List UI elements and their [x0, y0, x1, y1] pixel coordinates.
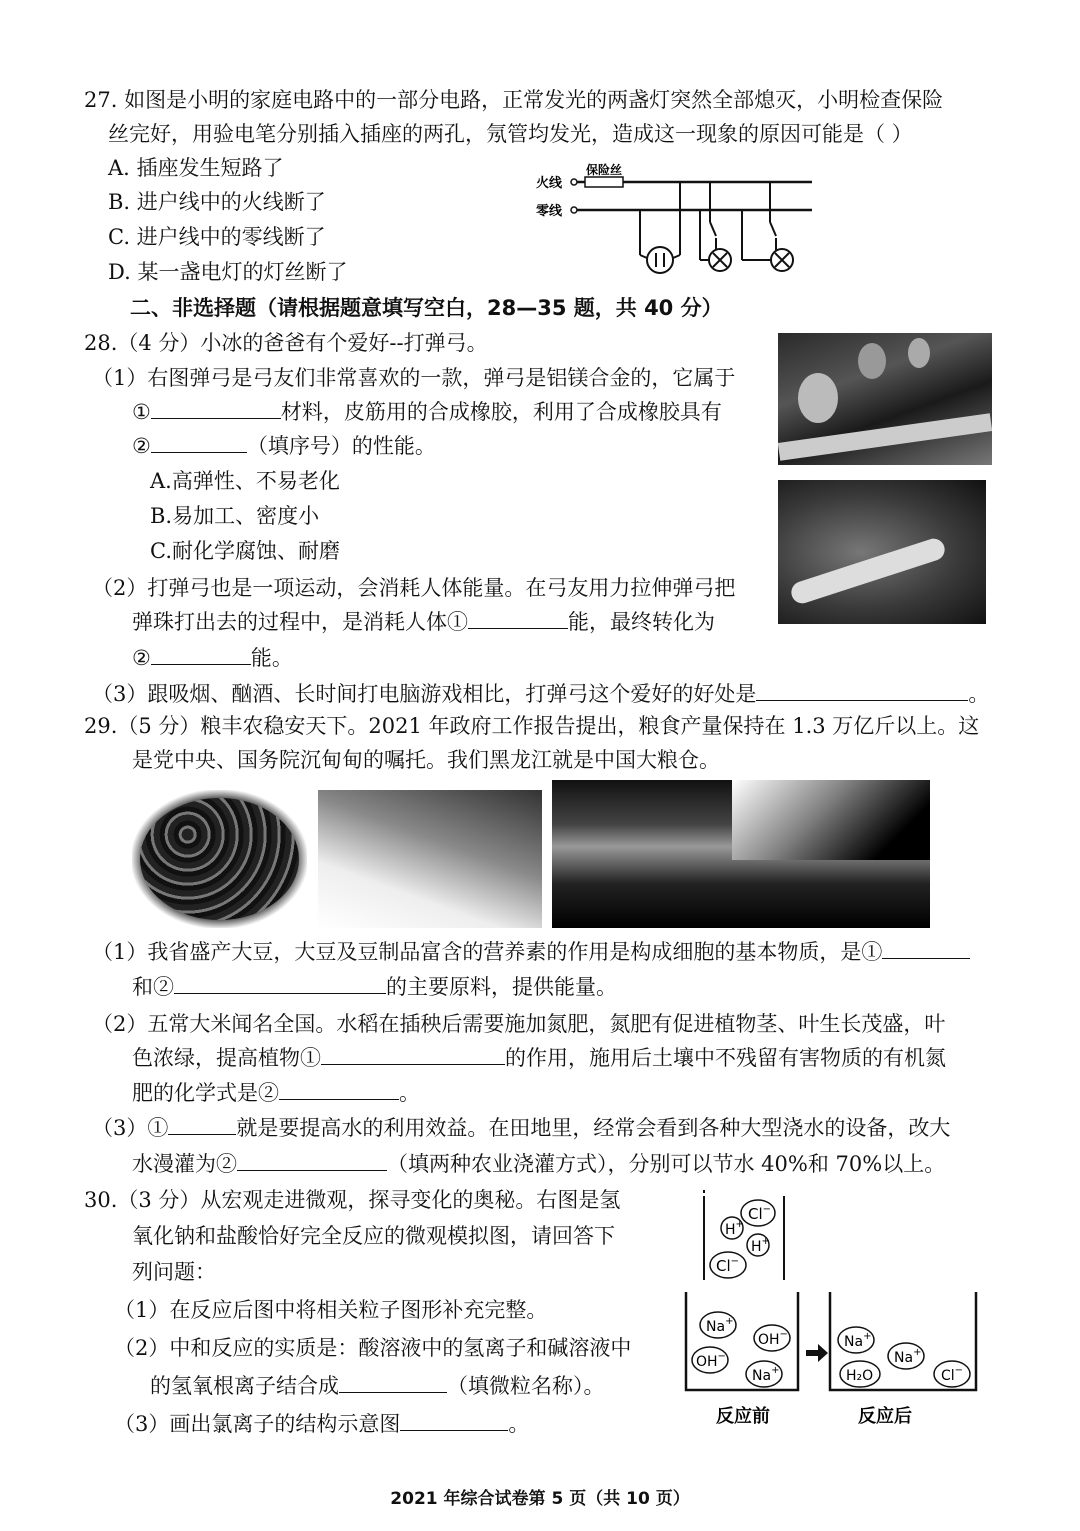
- answer-blank[interactable]: [882, 937, 970, 959]
- fire-wire-label: 火线: [536, 176, 563, 191]
- q28-option-b: B.易加工、密度小: [150, 504, 320, 528]
- rice-photo: [318, 790, 542, 928]
- q28-p2-line2: 弹珠打出去的过程中，是消耗人体① 能，最终转化为: [132, 606, 715, 638]
- q29-p3-line2: 水漫灌为② （填两种农业浇灌方式），分别可以节水 40%和 70%以上。: [132, 1148, 945, 1180]
- section-2-heading: 二、非选择题（请根据题意填写空白，28—35 题，共 40 分）: [130, 296, 723, 320]
- q30-p2-line2: 的氢氧根离子结合成 （填微粒名称）。: [150, 1370, 605, 1402]
- cl-ion-dropper: [710, 1252, 746, 1278]
- q30-line3: 列问题：: [132, 1260, 216, 1284]
- slingshot-group-photo: [778, 333, 992, 465]
- oh-ion-before-2: [692, 1347, 728, 1373]
- q28-p2-line3: ② 能。: [132, 642, 293, 674]
- answer-blank[interactable]: [279, 1078, 399, 1100]
- neutralization-diagram: [680, 1190, 990, 1440]
- h-ion-2: [747, 1234, 770, 1256]
- cl-ion-after: [934, 1361, 970, 1387]
- q28-option-a: A.高弹性、不易老化: [150, 469, 340, 493]
- cl-ion-top: [741, 1200, 775, 1226]
- na-ion-after-2: [888, 1343, 924, 1369]
- q30-p1: （1）在反应后图中将相关粒子图形补充完整。: [114, 1298, 548, 1322]
- q27-option-d: D. 某一盏电灯的灯丝断了: [108, 260, 348, 284]
- svg-text:Na+: Na+: [844, 1331, 872, 1350]
- after-label: 反应后: [858, 1406, 912, 1427]
- q30-p3: （3）画出氯离子的结构示意图 。: [114, 1408, 529, 1440]
- answer-blank[interactable]: [400, 1409, 508, 1431]
- q28-title: 28.（4 分）小冰的爸爸有个爱好--打弹弓。: [84, 331, 488, 355]
- svg-text:Cl−: Cl−: [748, 1204, 772, 1223]
- svg-text:H₂O: H₂O: [846, 1368, 874, 1384]
- svg-text:Na+: Na+: [752, 1365, 780, 1384]
- svg-text:Na+: Na+: [706, 1316, 734, 1335]
- q27-line2: 丝完好，用验电笔分别插入插座的两孔，氖管均发光，造成这一现象的原因可能是（ ）: [108, 122, 913, 146]
- svg-text:H+: H+: [725, 1219, 744, 1238]
- answer-blank[interactable]: [151, 643, 251, 665]
- na-ion-after-1: [838, 1327, 874, 1353]
- oh-ion-before-1: [754, 1325, 790, 1351]
- q29-p2-line1: （2）五常大米闻名全国。水稻在插秧后需要施加氮肥，氮肥有促进植物茎、叶生长茂盛，叶: [92, 1012, 946, 1036]
- na-ion-before-1: [700, 1312, 736, 1338]
- q28-p1-line3: ② （填序号）的性能。: [132, 430, 436, 462]
- answer-blank[interactable]: [151, 431, 247, 453]
- socket-icon: [647, 247, 673, 273]
- h-ion-1: [721, 1217, 744, 1239]
- svg-text:Cl−: Cl−: [941, 1365, 964, 1384]
- water-molecule: [840, 1361, 880, 1387]
- q30-line1: 30.（3 分）从宏观走进微观，探寻变化的奥秘。右图是氢: [84, 1188, 621, 1212]
- q29-line2: 是党中央、国务院沉甸甸的嘱托。我们黑龙江就是中国大粮仓。: [132, 748, 720, 772]
- arrow-icon: [806, 1344, 828, 1362]
- q29-p1-line2: 和② 的主要原料，提供能量。: [132, 971, 617, 1003]
- q28-p3: （3）跟吸烟、酗酒、长时间打电脑游戏相比，打弹弓这个爱好的好处是 。: [92, 678, 989, 710]
- svg-text:Na+: Na+: [894, 1347, 922, 1366]
- q28-p1-line2: ① 材料，皮筋用的合成橡胶，利用了合成橡胶具有: [132, 396, 722, 428]
- q30-p2-line1: （2）中和反应的实质是：酸溶液中的氢离子和碱溶液中: [114, 1336, 632, 1360]
- svg-text:Cl−: Cl−: [716, 1256, 740, 1275]
- svg-text:OH−: OH−: [696, 1351, 726, 1370]
- q27-option-a: A. 插座发生短路了: [108, 156, 284, 180]
- q29-p2-line3: 肥的化学式是② 。: [132, 1077, 420, 1109]
- q29-p1-line1: （1）我省盛产大豆，大豆及豆制品富含的营养素的作用是构成细胞的基本物质，是①: [92, 936, 970, 968]
- q30-line2: 氧化钠和盐酸恰好完全反应的微观模拟图，请回答下: [132, 1224, 615, 1248]
- answer-blank[interactable]: [168, 1113, 236, 1135]
- fuse-symbol: [585, 177, 623, 187]
- soybean-photo: [132, 790, 307, 928]
- page-footer: 2021 年综合试卷第 5 页（共 10 页）: [390, 1489, 690, 1509]
- irrigation-photo: [552, 780, 930, 928]
- slingshot-closeup-photo: [778, 480, 986, 624]
- answer-blank[interactable]: [151, 397, 281, 419]
- answer-blank[interactable]: [321, 1043, 505, 1065]
- q27-option-c: C. 进户线中的零线断了: [108, 225, 326, 249]
- fuse-label: 保险丝: [586, 163, 623, 177]
- neutral-wire-label: 零线: [536, 204, 563, 219]
- q28-p1-line1: （1）右图弹弓是弓友们非常喜欢的一款，弹弓是铝镁合金的，它属于: [92, 366, 736, 390]
- circuit-diagram: [530, 160, 820, 275]
- q29-p2-line2: 色浓绿，提高植物① 的作用，施用后土壤中不残留有害物质的有机氮: [132, 1042, 946, 1074]
- q27-line1: 27. 如图是小明的家庭电路中的一部分电路，正常发光的两盏灯突然全部熄灭，小明检查保险: [84, 88, 944, 112]
- q28-option-c: C.耐化学腐蚀、耐磨: [150, 539, 340, 563]
- q29-p3-line1: （3）① 就是要提高水的利用效益。在田地里，经常会看到各种大型浇水的设备，改大: [92, 1112, 950, 1144]
- answer-blank[interactable]: [756, 679, 968, 701]
- answer-blank[interactable]: [237, 1149, 387, 1171]
- answer-blank[interactable]: [468, 607, 568, 629]
- svg-text:OH−: OH−: [758, 1329, 788, 1348]
- q28-p2-line1: （2）打弹弓也是一项运动，会消耗人体能量。在弓友用力拉伸弹弓把: [92, 576, 736, 600]
- na-ion-before-2: [746, 1361, 782, 1387]
- q29-line1: 29.（5 分）粮丰农稳安天下。2021 年政府工作报告提出，粮食产量保持在 1.3 万亿斤以上。这: [84, 714, 980, 738]
- answer-blank[interactable]: [339, 1371, 447, 1393]
- before-label: 反应前: [716, 1406, 770, 1427]
- svg-text:H+: H+: [751, 1236, 770, 1255]
- answer-blank[interactable]: [174, 972, 386, 994]
- q27-option-b: B. 进户线中的火线断了: [108, 190, 326, 214]
